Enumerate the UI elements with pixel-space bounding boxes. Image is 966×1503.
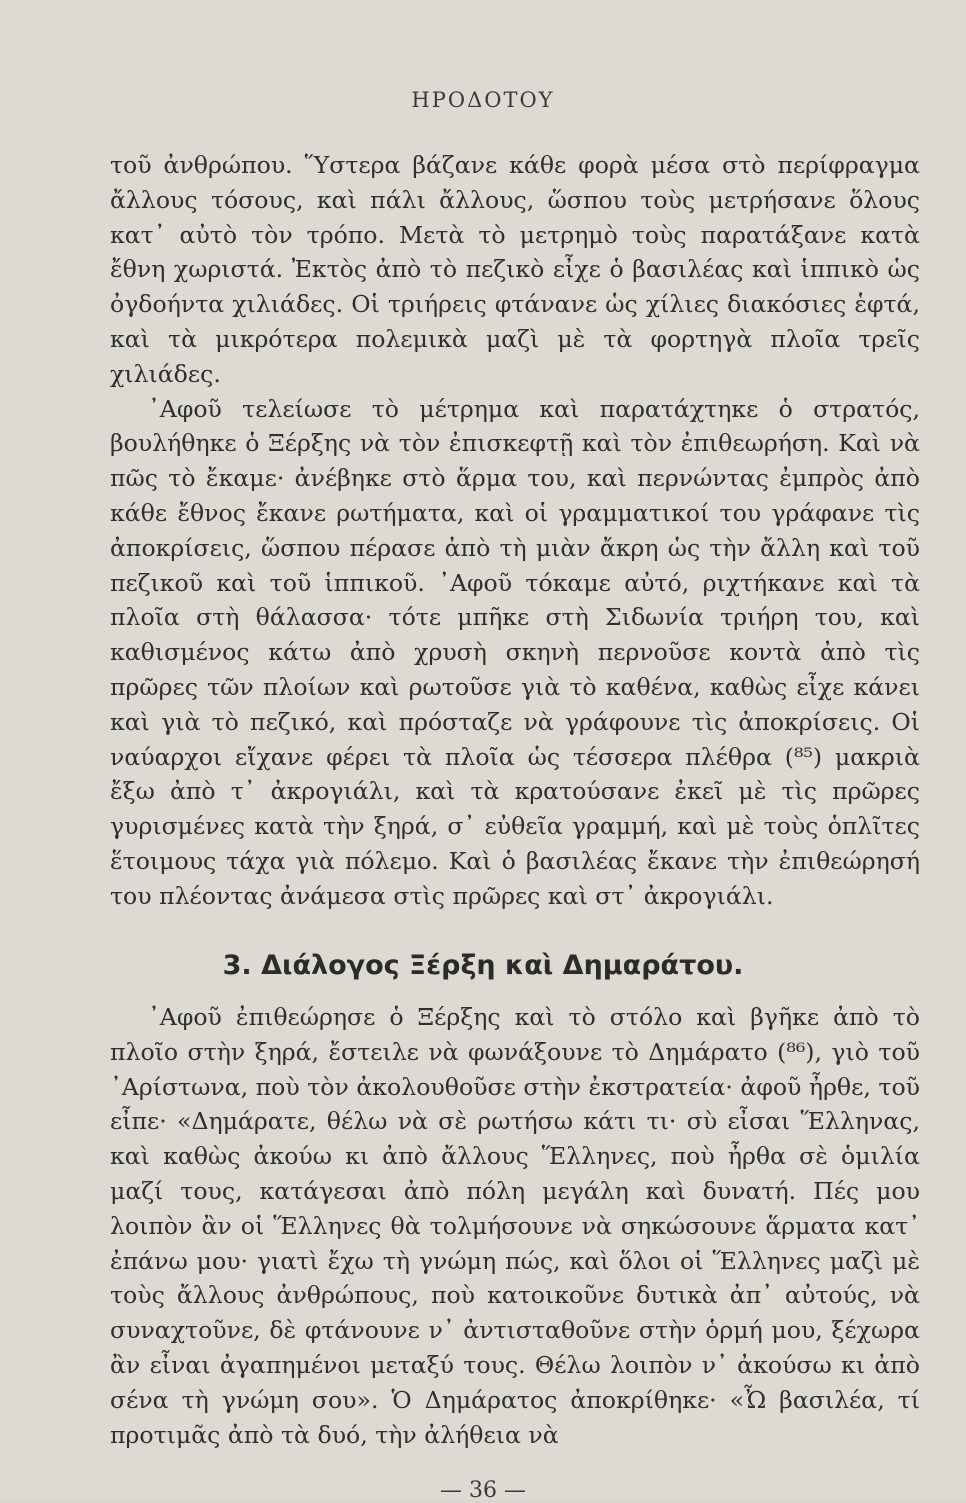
page-number: — 36 — xyxy=(440,1478,526,1503)
paragraph: τοῦ ἀνθρώπου. Ὕστερα βάζανε κάθε φορὰ μέσα στὸ περίφραγμα ἄλλους τόσους, καὶ πάλι ἄλλους, ὥσπου τοὺς μετρήσανε ὅλους κατ᾿ αὐτὸ τὸν τρόπο. Μετὰ τὸ μετρημὸ τοὺς παρατάξανε κατὰ ἔθνη χωριστά. Ἐκτὸς ἀπὸ τὸ πεζικὸ εἶχε ὁ βασιλέας καὶ ἱππικὸ ὡς ὀγδοήντα χιλιάδες. Οἱ τριήρεις φτάνανε ὡς χίλιες διακόσιες ἑφτά, καὶ τὰ μικρότερα πολεμικὰ μαζὶ μὲ τὰ φορτηγὰ πλοῖα τρεῖς χιλιάδες. xyxy=(110,151,920,388)
paragraph: ᾿Αφοῦ τελείωσε τὸ μέτρημα καὶ παρατάχτηκε ὁ στρατός, βουλήθηκε ὁ Ξέρξης νὰ τὸν ἐπισκεφτῇ καὶ τὸν ἐπιθεωρήση. Καὶ νὰ πῶς τὸ ἔκαμε· ἀνέβηκε στὸ ἅρμα του, καὶ περνώντας ἐμπρὸς ἀπὸ κάθε ἔθνος ἔκανε ρωτήματα, καὶ οἱ γραμματικοί του γράφανε τὶς ἀποκρίσεις, ὥσπου πέρασε ἀπὸ τὴ μιὰν ἄκρη ὡς τὴν ἄλλη καὶ τοῦ πεζικοῦ καὶ τοῦ ἱππικοῦ. ᾿Αφοῦ τόκαμε αὐτό, ριχτήκανε καὶ τὰ πλοῖα στὴ θάλασσα· τότε μπῆκε στὴ Σιδωνία τριήρη του, καὶ καθισμένος κάτω ἀπὸ χρυσὴ σκηνὴ περνοῦσε κοντὰ ἀπὸ τὶς πρῶρες τῶν πλοίων καὶ ρωτοῦσε γιὰ τὸ καθένα, καθὼς εἶχε κάνει καὶ γιὰ τὸ πεζικό, καὶ πρόσταζε νὰ γράφουνε τὶς ἀποκρίσεις. Οἱ ναύαρχοι εἴχανε φέρει τὰ πλοῖα ὡς τέσσερα πλέθρα (⁸⁵) μακριὰ ἔξω ἀπὸ τ᾿ ἀκρογιάλι, καὶ τὰ κρατούσανε ἐκεῖ μὲ τὶς πρῶρες γυρισμένες κατὰ τὴν ξηρά, σ᾿ εὐθεῖα γραμμή, καὶ μὲ τοὺς ὁπλῖτες ἕτοιμους τάχα γιὰ πόλεμο. Καὶ ὁ βασιλέας ἔκανε τὴν ἐπιθεώρησή του πλέοντας ἀνάμεσα στὶς πρῶρες καὶ στ᾿ ἀκρογιάλι. xyxy=(110,394,920,910)
paragraph: ᾿Αφοῦ ἐπιθεώρησε ὁ Ξέρξης καὶ τὸ στόλο καὶ βγῆκε ἀπὸ τὸ πλοῖο στὴν ξηρά, ἔστειλε νὰ φωνάξουνε τὸ Δημάρατο (⁸⁶), γιὸ τοῦ ᾿Αρίστωνα, ποὺ τὸν ἀκολουθοῦσε στὴν ἐκστρατεία· ἀφοῦ ἦρθε, τοῦ εἶπε· «Δημάρατε, θέλω νὰ σὲ ρωτήσω κάτι τι· σὺ εἶσαι Ἕλληνας, καὶ καθὼς ἀκούω κι ἀπὸ ἄλλους Ἕλληνες, ποὺ ἦρθα σὲ ὁμιλία μαζί τους, κατάγεσαι ἀπὸ πόλη μεγάλη καὶ δυνατή. Πές μου λοιπὸν ἂν οἱ Ἕλληνες θὰ τολμήσουνε νὰ σηκώσουνε ἅρματα κατ᾿ ἐπάνω μου· γιατὶ ἔχω τὴ γνώμη πώς, καὶ ὅλοι οἱ Ἕλληνες μαζὶ μὲ τοὺς ἄλλους ἀνθρώπους, ποὺ κατοικοῦνε δυτικὰ ἀπ᾿ αὐτούς, νὰ συναχτοῦνε, δὲ φτάνουνε ν᾿ ἀντισταθοῦνε στὴν ὁρμή μου, ξέχωρα ἂν εἶναι ἀγαπημένοι μεταξύ τους. Θέλω λοιπὸν ν᾿ ἀκούσω κι ἀπὸ σένα τὴ γνώμη σου». Ὁ Δημάρατος ἀποκρίθηκε· «Ὦ βασιλέα, τί προτιμᾶς ἀπὸ τὰ δυό, τὴν ἀλήθεια νὰ xyxy=(110,1003,920,1449)
text-block-upper xyxy=(110,148,920,914)
running-header: ΗΡΟΔΟΤΟΥ xyxy=(411,88,555,112)
text-block-lower xyxy=(110,1000,920,1452)
section-heading: 3. Διάλογος Ξέρξη καὶ Δημαράτου. xyxy=(222,950,744,981)
